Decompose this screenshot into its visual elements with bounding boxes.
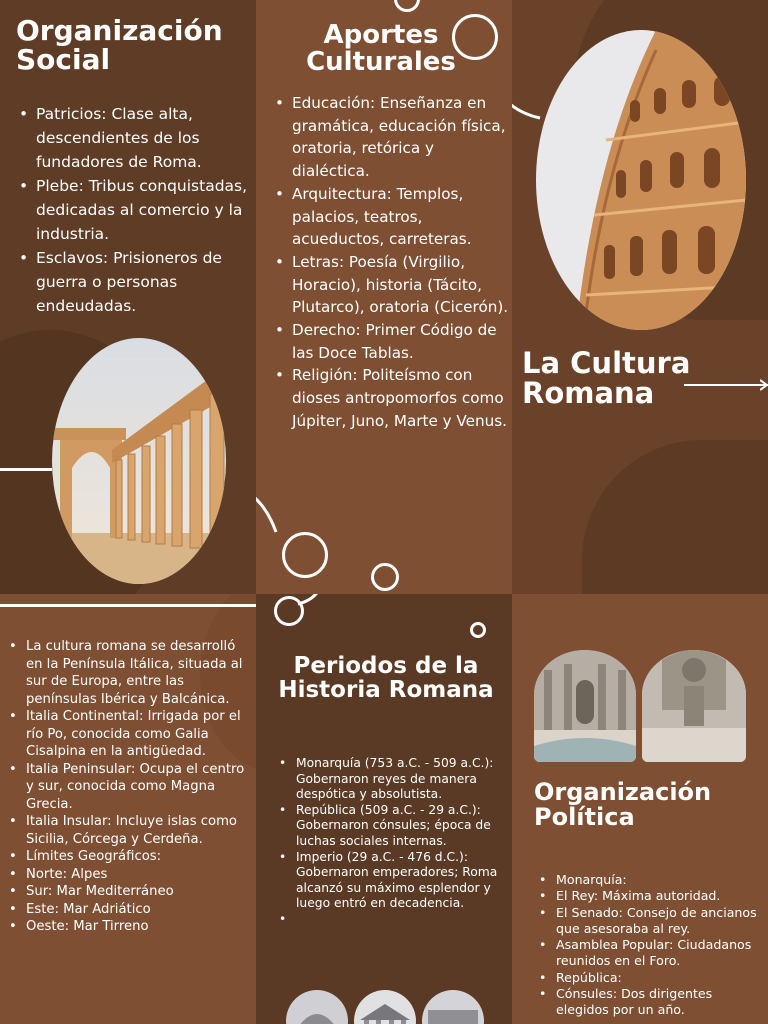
cultural-list <box>272 92 512 433</box>
connector-curve <box>512 0 552 130</box>
periods-title: Periodos de la Historia Romana <box>278 653 494 704</box>
list-item: • Sur: Mar Mediterráneo <box>6 883 254 901</box>
connector-line <box>0 468 52 471</box>
geography-list <box>6 638 254 936</box>
list-item: • La cultura romana se desarrolló en la Península Itálica, situada al sur de Europa, entre las penínsulas Ibérica y Balcánica. <box>6 638 254 708</box>
periods-list <box>276 756 512 928</box>
ring-decoration <box>371 563 399 591</box>
ring-decoration <box>282 532 328 578</box>
main-title: La Cultura Romana <box>522 346 691 411</box>
list-item: • Asamblea Popular: Ciudadanos reunidos en el Foro. <box>536 937 768 970</box>
list-item: • Italia Peninsular: Ocupa el centro y sur, conocida como Magna Grecia. <box>6 761 254 814</box>
list-item: • Norte: Alpes <box>6 866 254 884</box>
list-item: • Plebe: Tribus conquistadas, dedicadas al comercio y la industria. <box>16 174 256 246</box>
political-title: Organización Política <box>534 778 712 832</box>
panel-main-title <box>512 0 768 594</box>
list-item: • Límites Geográficos: <box>6 848 254 866</box>
list-item: • Cónsules: Dos dirigentes elegidos por un año. <box>536 986 768 1019</box>
arrow-right-icon <box>760 379 768 391</box>
list-item: • El Rey: Máxima autoridad. <box>536 888 768 904</box>
connector-line <box>0 604 256 607</box>
list-item: • República: <box>536 970 768 986</box>
temple-image <box>354 990 416 1024</box>
colosseum-image <box>536 30 746 330</box>
list-item: • República (509 a.C. - 29 a.C.): Gobernaron cónsules; época de luchas sociales internas. <box>276 803 512 850</box>
fountain-image <box>534 650 636 762</box>
social-list <box>16 102 256 318</box>
connector-curve <box>296 594 326 608</box>
list-item: • Imperio (29 a.C. - 476 d.C.): Gobernaron emperadores; Roma alcanzó su máximo esplendor y luego entró en decadencia. <box>276 850 512 912</box>
list-item: • Patricios: Clase alta, descendientes de los fundadores de Roma. <box>16 102 256 174</box>
list-item: • Letras: Poesía (Virgilio, Horacio), historia (Tácito, Plutarco), oratoria (Cicerón). <box>272 251 512 319</box>
list-item: • Este: Mar Adriático <box>6 901 254 919</box>
list-item: • Derecho: Primer Código de las Doce Tablas. <box>272 319 512 364</box>
arrow-line <box>684 384 768 386</box>
colonnade-image <box>52 338 226 584</box>
ring-decoration <box>394 0 420 12</box>
arch-image <box>422 990 484 1024</box>
list-item: • Educación: Enseñanza en gramática, educación física, oratoria, retórica y dialéctica. <box>272 92 512 183</box>
list-item <box>276 912 512 928</box>
ring-decoration <box>470 622 486 638</box>
background-shape <box>582 440 768 594</box>
list-item: • Italia Insular: Incluye islas como Sicilia, Córcega y Cerdeña. <box>6 813 254 848</box>
panel-geography <box>0 594 256 1024</box>
list-item: • Monarquía: <box>536 872 768 888</box>
list-item: • Arquitectura: Templos, palacios, teatros, acueductos, carreteras. <box>272 183 512 251</box>
list-item: • Religión: Politeísmo con dioses antropomorfos como Júpiter, Juno, Marte y Venus. <box>272 364 512 432</box>
cultural-title: Aportes Culturales <box>306 20 456 78</box>
list-item: • Oeste: Mar Tirreno <box>6 918 254 936</box>
political-list <box>536 872 768 1019</box>
dome-image <box>286 990 348 1024</box>
panel-political <box>512 594 768 1024</box>
panel-periods <box>256 594 512 1024</box>
list-item: • Esclavos: Prisioneros de guerra o personas endeudadas. <box>16 246 256 318</box>
panel-cultural <box>256 0 512 594</box>
social-title: Organización Social <box>16 14 223 77</box>
fountain-image <box>642 650 746 762</box>
list-item: • El Senado: Consejo de ancianos que asesoraba al rey. <box>536 905 768 938</box>
list-item: • Monarquía (753 a.C. - 509 a.C.): Gobernaron reyes de manera despótica y absolutista. <box>276 756 512 803</box>
list-item: • Italia Continental: Irrigada por el río Po, conocida como Galia Cisalpina en la antigüedad. <box>6 708 254 761</box>
panel-social <box>0 0 256 594</box>
